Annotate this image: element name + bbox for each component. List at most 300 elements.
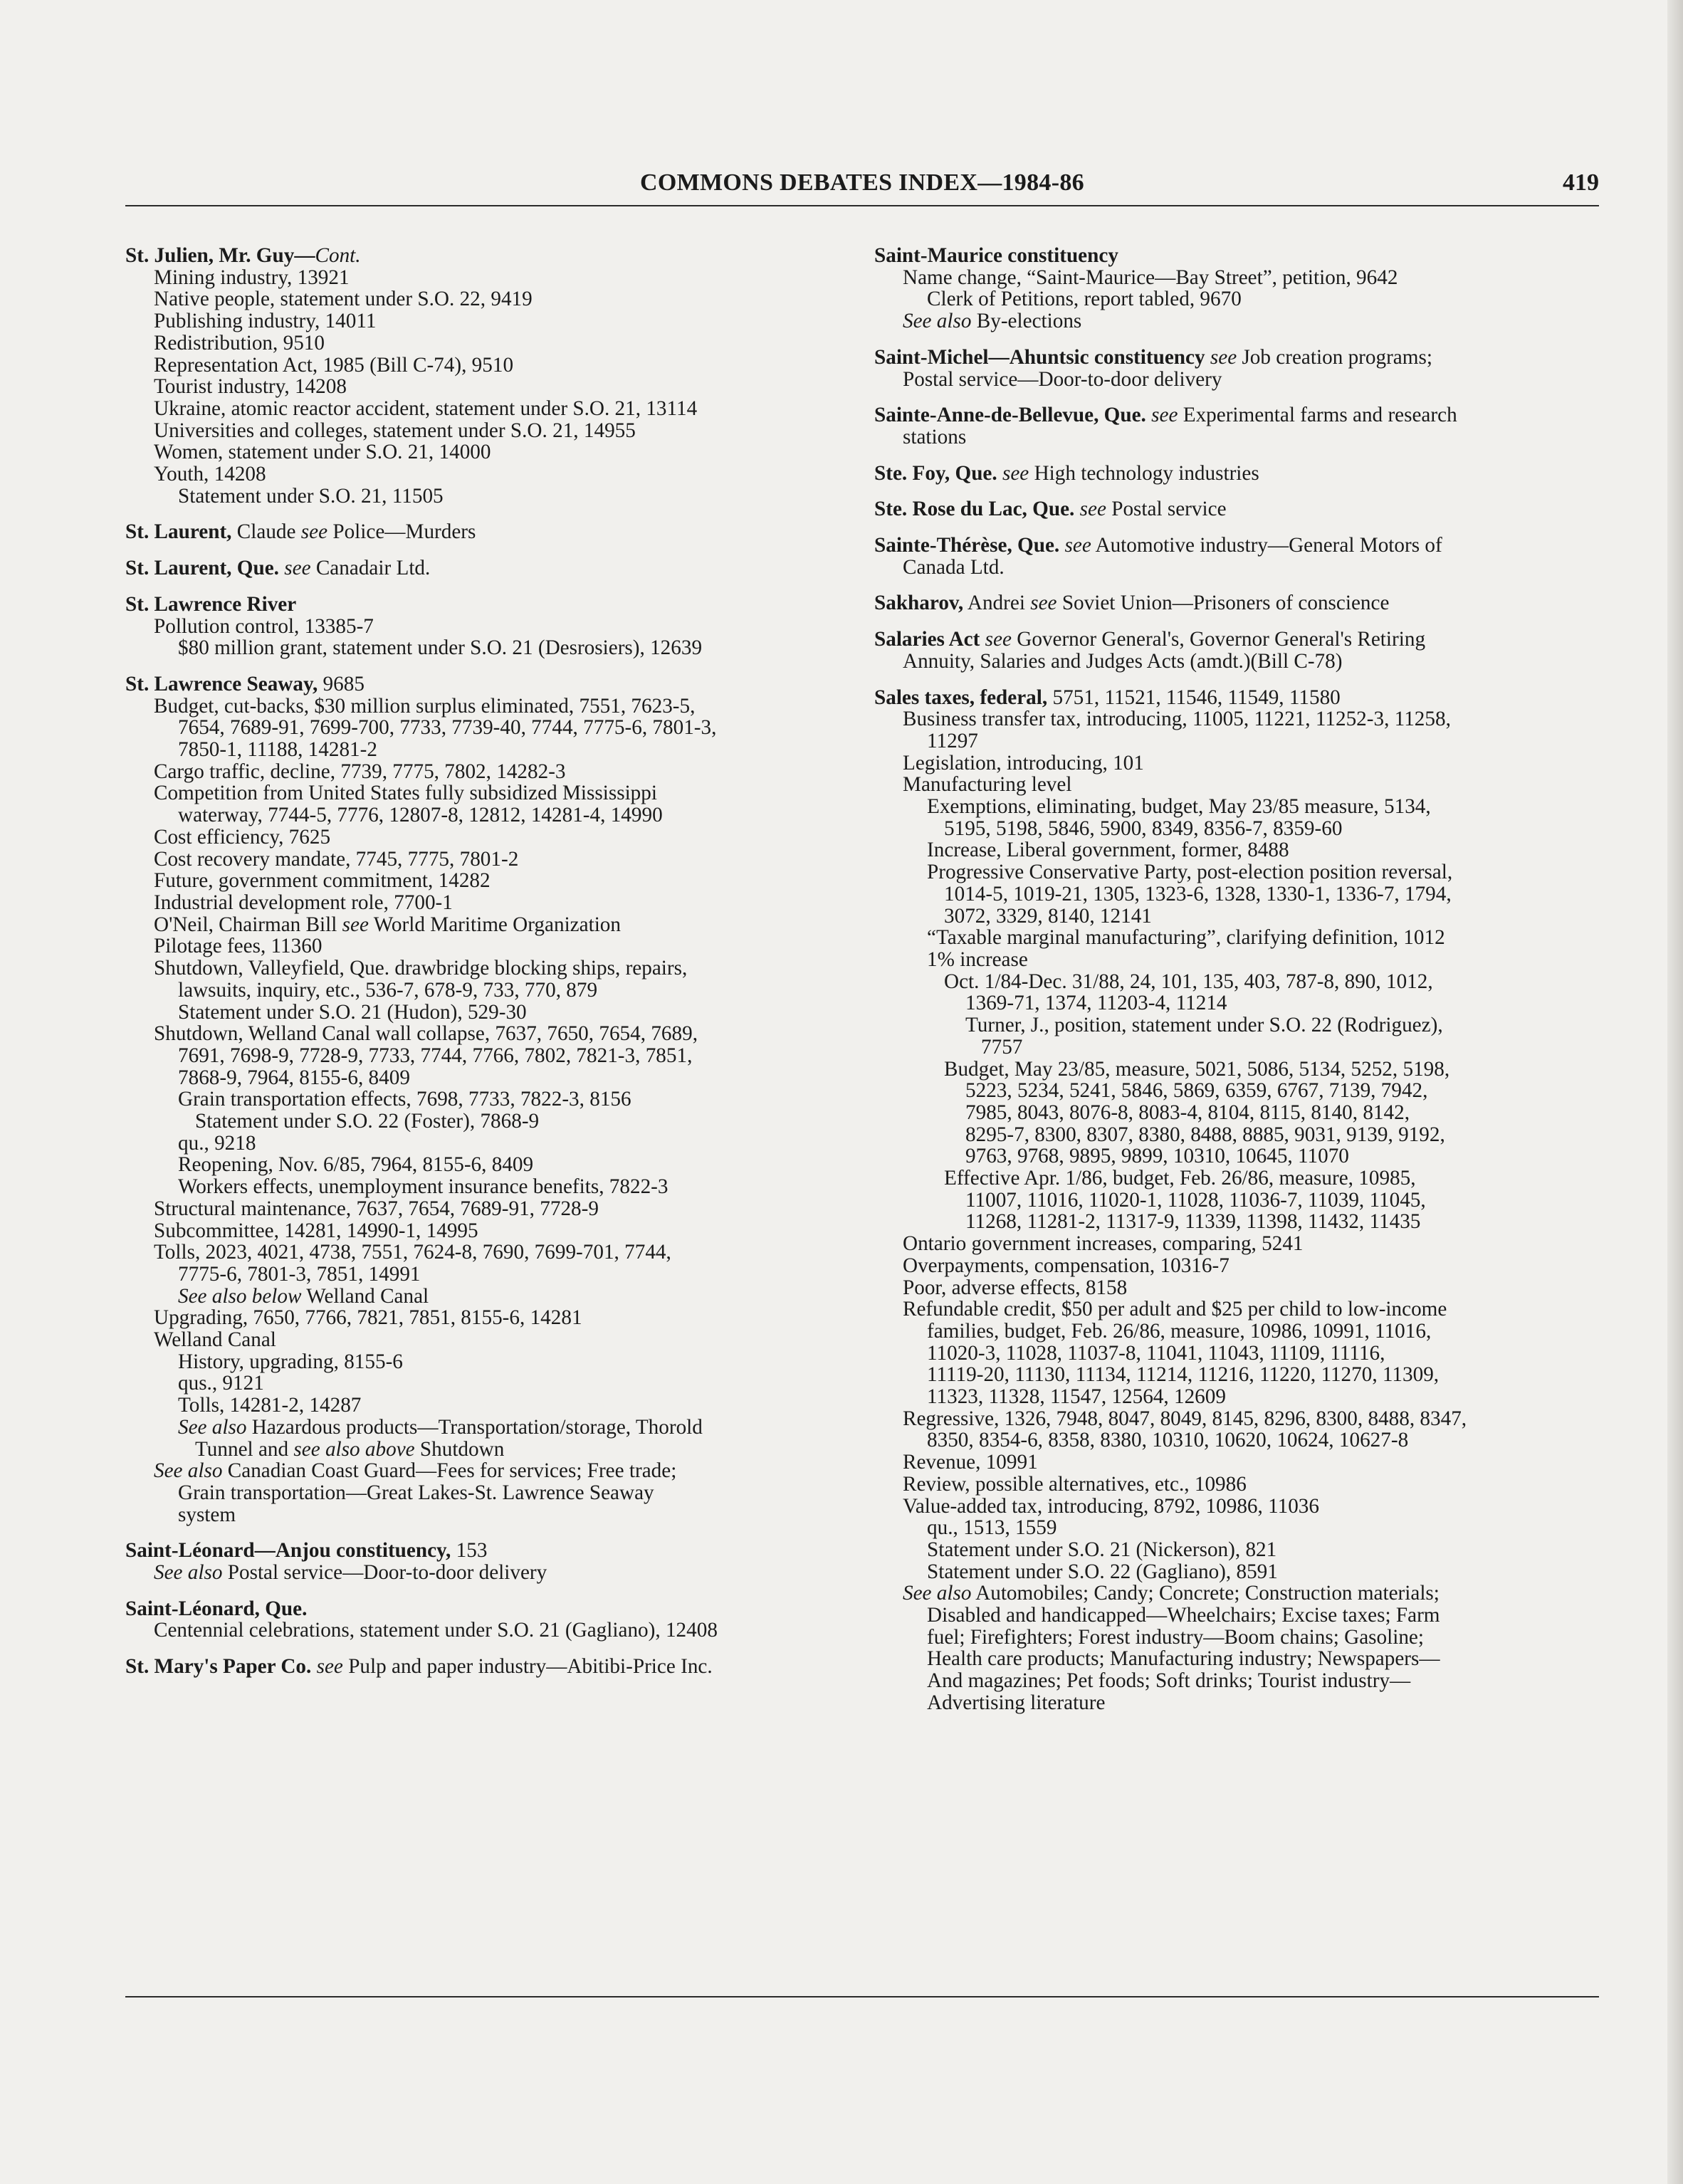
index-text: Clerk of Petitions, report tabled, 9670 bbox=[927, 288, 1242, 311]
index-text: Budget, cut-backs, $30 million surplus eliminated, 7551, 7623-5, bbox=[154, 694, 696, 718]
index-text: Canadair Ltd. bbox=[310, 557, 431, 580]
index-text: Hazardous products—Transportation/storage, Thorold bbox=[246, 1415, 703, 1439]
index-text: Shutdown bbox=[414, 1437, 505, 1461]
index-subentry-line bbox=[125, 485, 851, 508]
index-text: qus., 9121 bbox=[178, 1372, 264, 1395]
index-text: Ukraine, atomic reactor accident, statement under S.O. 21, 13114 bbox=[154, 397, 698, 420]
index-heading-text: Sales taxes, federal, bbox=[874, 686, 1048, 709]
index-subentry-line bbox=[874, 818, 1599, 840]
index-text: And magazines; Pet foods; Soft drinks; Tourist industry— bbox=[927, 1669, 1411, 1693]
index-heading-line bbox=[874, 629, 1599, 651]
index-subentry-line bbox=[874, 796, 1599, 818]
index-subentry-line bbox=[874, 1582, 1599, 1605]
index-subentry-line bbox=[874, 1648, 1599, 1670]
index-text: Postal service—Door-to-door delivery bbox=[222, 1561, 547, 1585]
page-number: 419 bbox=[1563, 169, 1599, 196]
index-entry bbox=[874, 629, 1599, 672]
index-subentry-line bbox=[874, 1496, 1599, 1518]
index-text: Universities and colleges, statement under S.O. 21, 14955 bbox=[154, 419, 636, 442]
index-text: 1014-5, 1019-21, 1305, 1323-6, 1328, 1330-1, 1336-7, 1794, bbox=[944, 882, 1452, 905]
index-entry bbox=[125, 1598, 851, 1642]
index-text: Budget, May 23/85, measure, 5021, 5086, 5134, 5252, 5198, bbox=[944, 1057, 1450, 1081]
index-subentry-line bbox=[125, 739, 851, 761]
index-heading-text: St. Julien, Mr. Guy— bbox=[125, 244, 315, 267]
cross-reference-marker: see bbox=[316, 1655, 343, 1679]
index-text: Mining industry, 13921 bbox=[154, 266, 350, 289]
index-text: 3072, 3329, 8140, 12141 bbox=[944, 904, 1152, 928]
index-text: Progressive Conservative Party, post-election position reversal, bbox=[927, 861, 1453, 884]
page-title: COMMONS DEBATES INDEX—1984-86 bbox=[640, 169, 1084, 196]
index-subentry-line bbox=[125, 463, 851, 485]
index-subentry-line bbox=[874, 1517, 1599, 1539]
index-subentry-line bbox=[874, 1255, 1599, 1277]
index-heading-text: Salaries Act bbox=[874, 628, 980, 651]
index-heading-line bbox=[125, 1598, 851, 1620]
index-subentry-line bbox=[125, 398, 851, 420]
index-subentry-line bbox=[125, 914, 851, 936]
header-rule bbox=[125, 205, 1599, 206]
index-subentry-line bbox=[874, 426, 1599, 448]
index-subentry-line bbox=[125, 310, 851, 332]
cross-reference-marker: See also below bbox=[178, 1284, 302, 1308]
index-text: Business transfer tax, introducing, 11005, 11221, 11252-3, 11258, bbox=[903, 708, 1451, 731]
index-text: World Maritime Organization bbox=[368, 913, 621, 936]
index-subentry-line bbox=[125, 616, 851, 638]
index-heading-text: Saint-Léonard—Anjou constituency, bbox=[125, 1539, 451, 1563]
index-entry bbox=[125, 245, 851, 507]
index-text: Tolls, 2023, 4021, 4738, 7551, 7624-8, 7690, 7699-701, 7744, bbox=[154, 1241, 671, 1264]
index-subentry-line bbox=[125, 761, 851, 783]
index-subentry-line bbox=[874, 1321, 1599, 1343]
index-subentry-line bbox=[874, 708, 1599, 730]
index-text: Oct. 1/84-Dec. 31/88, 24, 101, 135, 403, 787-8, 890, 1012, bbox=[944, 970, 1433, 993]
cross-reference-marker: Cont. bbox=[315, 244, 361, 267]
index-text: Job creation programs; bbox=[1237, 345, 1432, 369]
index-text: Statement under S.O. 21 (Nickerson), 821 bbox=[927, 1538, 1277, 1561]
index-text bbox=[311, 1655, 316, 1678]
index-subentry-line bbox=[125, 1133, 851, 1155]
index-subentry-line bbox=[125, 826, 851, 849]
index-text: 7985, 8043, 8076-8, 8083-4, 8104, 8115, 8140, 8142, bbox=[965, 1101, 1410, 1124]
index-subentry-line bbox=[125, 267, 851, 289]
index-text: Welland Canal bbox=[301, 1284, 429, 1308]
index-text: Exemptions, eliminating, budget, May 23/85 measure, 5134, bbox=[927, 795, 1431, 819]
index-text: Tolls, 14281-2, 14287 bbox=[178, 1394, 362, 1417]
index-text: Tunnel and bbox=[195, 1437, 294, 1461]
index-subentry-line bbox=[874, 1124, 1599, 1146]
index-text: 8350, 8354-6, 8358, 8380, 10310, 10620, 10624, 10627-8 bbox=[927, 1429, 1409, 1452]
index-text: Youth, 14208 bbox=[154, 463, 266, 486]
index-subentry-line bbox=[874, 752, 1599, 775]
index-subentry-line bbox=[125, 1329, 851, 1351]
index-heading-text: Saint-Léonard, Que. bbox=[125, 1597, 308, 1620]
index-text: Manufacturing level bbox=[903, 773, 1072, 797]
index-text: Shutdown, Welland Canal wall collapse, 7637, 7650, 7654, 7689, bbox=[154, 1022, 698, 1046]
index-text: Pulp and paper industry—Abitibi-Price Inc. bbox=[342, 1655, 713, 1679]
index-text: 7868-9, 7964, 8155-6, 8409 bbox=[178, 1066, 410, 1089]
index-text: families, budget, Feb. 26/86, measure, 10986, 10991, 11016, bbox=[927, 1319, 1432, 1343]
index-text: Claude bbox=[231, 520, 301, 544]
index-subentry-line bbox=[874, 927, 1599, 949]
index-subentry-line bbox=[874, 1539, 1599, 1561]
index-subentry-line bbox=[125, 1154, 851, 1176]
index-subentry-line bbox=[874, 1670, 1599, 1692]
index-text: Experimental farms and research bbox=[1178, 404, 1457, 427]
index-text: Reopening, Nov. 6/85, 7964, 8155-6, 8409 bbox=[178, 1153, 534, 1177]
index-text: O'Neil, Chairman Bill bbox=[154, 913, 342, 936]
index-subentry-line bbox=[874, 369, 1599, 391]
index-entry bbox=[125, 521, 851, 543]
index-entry bbox=[874, 347, 1599, 390]
index-text: 7850-1, 11188, 14281-2 bbox=[178, 738, 377, 762]
index-subentry-line bbox=[125, 1176, 851, 1198]
index-text: Future, government commitment, 14282 bbox=[154, 869, 491, 893]
cross-reference-marker: see bbox=[1030, 592, 1057, 615]
index-subentry-line bbox=[874, 1692, 1599, 1714]
index-subentry-line bbox=[125, 376, 851, 398]
index-text: Regressive, 1326, 7948, 8047, 8049, 8145, 8296, 8300, 8488, 8347, bbox=[903, 1407, 1467, 1430]
index-heading-text: St. Lawrence River bbox=[125, 592, 297, 616]
index-entry bbox=[125, 594, 851, 659]
index-text: “Taxable marginal manufacturing”, clarifying definition, 1012 bbox=[927, 926, 1445, 950]
index-subentry-line bbox=[125, 1286, 851, 1308]
index-text: Competition from United States fully subsidized Mississippi bbox=[154, 782, 657, 805]
index-heading-line bbox=[125, 245, 851, 267]
index-text bbox=[997, 462, 1002, 485]
index-heading-line bbox=[874, 347, 1599, 369]
index-heading-line bbox=[125, 1656, 851, 1678]
index-heading-line bbox=[874, 687, 1599, 709]
index-text: Refundable credit, $50 per adult and $25 per child to low-income bbox=[903, 1298, 1447, 1321]
index-subentry-line bbox=[874, 1233, 1599, 1255]
index-text: system bbox=[178, 1503, 236, 1526]
index-text: Upgrading, 7650, 7766, 7821, 7851, 8155-6, 14281 bbox=[154, 1306, 582, 1330]
cross-reference-marker: see bbox=[1064, 534, 1091, 557]
index-text: fuel; Firefighters; Forest industry—Boom chains; Gasoline; bbox=[927, 1625, 1424, 1649]
index-text: Statement under S.O. 22 (Foster), 7868-9 bbox=[195, 1110, 540, 1133]
index-text: Police—Murders bbox=[327, 520, 476, 544]
index-text: By-elections bbox=[971, 310, 1082, 333]
index-text: 11119-20, 11130, 11134, 11214, 11216, 11220, 11270, 11309, bbox=[927, 1363, 1440, 1387]
index-subentry-line bbox=[874, 1167, 1599, 1190]
index-subentry-line bbox=[874, 1605, 1599, 1627]
index-subentry-line bbox=[125, 441, 851, 463]
index-subentry-line bbox=[874, 1474, 1599, 1496]
index-text: Legislation, introducing, 101 bbox=[903, 751, 1144, 775]
cross-reference-marker: See also bbox=[154, 1561, 223, 1585]
index-entry bbox=[874, 245, 1599, 332]
index-entry bbox=[874, 498, 1599, 520]
index-subentry-line bbox=[874, 774, 1599, 796]
index-subentry-line bbox=[125, 717, 851, 739]
index-subentry-line bbox=[125, 355, 851, 377]
index-subentry-line bbox=[125, 637, 851, 659]
index-subentry-line bbox=[874, 1343, 1599, 1365]
index-text: 7775-6, 7801-3, 7851, 14991 bbox=[178, 1262, 421, 1286]
cross-reference-marker: see bbox=[1002, 461, 1029, 485]
index-subentry-line bbox=[125, 1504, 851, 1526]
index-text: 8295-7, 8300, 8307, 8380, 8488, 8885, 9031, 9139, 9192, bbox=[965, 1123, 1445, 1146]
cross-reference-marker: see bbox=[342, 913, 369, 936]
index-subentry-line bbox=[125, 870, 851, 892]
index-text: Structural maintenance, 7637, 7654, 7689-91, 7728-9 bbox=[154, 1197, 599, 1220]
index-text: Publishing industry, 14011 bbox=[154, 310, 377, 333]
index-text: 7757 bbox=[981, 1035, 1023, 1059]
index-subentry-line bbox=[125, 1562, 851, 1584]
index-heading-text: Saint-Michel—Ahuntsic constituency bbox=[874, 345, 1205, 369]
index-text: Review, possible alternatives, etc., 10986 bbox=[903, 1472, 1247, 1496]
index-subentry-line bbox=[125, 1198, 851, 1220]
index-text: 11268, 11281-2, 11317-9, 11339, 11398, 11432, 11435 bbox=[965, 1210, 1421, 1234]
index-subentry-line bbox=[874, 1408, 1599, 1430]
index-subentry-line bbox=[874, 1190, 1599, 1212]
index-heading-line bbox=[125, 673, 851, 695]
index-subentry-line bbox=[125, 288, 851, 310]
index-text: 9685 bbox=[318, 672, 365, 695]
index-text: Native people, statement under S.O. 22, 9419 bbox=[154, 288, 533, 311]
index-text: Statement under S.O. 22 (Gagliano), 8591 bbox=[927, 1560, 1278, 1583]
cross-reference-marker: See also bbox=[178, 1415, 247, 1439]
index-column-left bbox=[125, 245, 851, 1692]
index-subentry-line bbox=[874, 1080, 1599, 1102]
index-heading-line bbox=[125, 557, 851, 579]
index-subentry-line bbox=[874, 310, 1599, 332]
index-text: 11020-3, 11028, 11037-8, 11041, 11043, 11109, 11116, bbox=[927, 1341, 1385, 1365]
index-heading-text: St. Laurent, bbox=[125, 520, 232, 544]
index-heading-text: Ste. Foy, Que. bbox=[874, 461, 997, 485]
cross-reference-marker: see bbox=[1151, 404, 1178, 427]
index-text: Automobiles; Candy; Concrete; Construction materials; bbox=[971, 1582, 1440, 1605]
cross-reference-marker: See also bbox=[903, 310, 972, 333]
index-subentry-line bbox=[874, 1298, 1599, 1321]
index-text: 9763, 9768, 9895, 9899, 10310, 10645, 11070 bbox=[965, 1145, 1349, 1168]
index-text: Annuity, Salaries and Judges Acts (amdt.)(Bill C-78) bbox=[903, 649, 1343, 673]
index-text: 1% increase bbox=[927, 947, 1028, 971]
index-subentry-line bbox=[125, 1067, 851, 1089]
index-subentry-line bbox=[125, 1023, 851, 1045]
index-text: Postal service—Door-to-door delivery bbox=[903, 367, 1222, 391]
index-subentry-line bbox=[125, 1417, 851, 1439]
index-subentry-line bbox=[125, 1460, 851, 1482]
index-subentry-line bbox=[125, 980, 851, 1002]
index-subentry-line bbox=[874, 992, 1599, 1014]
index-subentry-line bbox=[125, 782, 851, 804]
index-heading-line bbox=[874, 592, 1599, 614]
index-text: qu., 1513, 1559 bbox=[927, 1516, 1057, 1540]
index-text: lawsuits, inquiry, etc., 536-7, 678-9, 733, 770, 879 bbox=[178, 978, 598, 1002]
index-text: stations bbox=[903, 425, 967, 448]
cross-reference-marker: see bbox=[1079, 498, 1106, 521]
cross-reference-marker: see bbox=[284, 557, 311, 580]
index-text: Canadian Coast Guard—Fees for services; Free trade; bbox=[222, 1459, 677, 1483]
index-heading-text: Saint-Maurice constituency bbox=[874, 244, 1118, 267]
index-subentry-line bbox=[125, 1002, 851, 1024]
index-text: High technology industries bbox=[1029, 461, 1259, 485]
index-text: Subcommittee, 14281, 14990-1, 14995 bbox=[154, 1219, 478, 1242]
index-text: 5751, 11521, 11546, 11549, 11580 bbox=[1047, 686, 1341, 709]
index-subentry-line bbox=[125, 1482, 851, 1504]
index-subentry-line bbox=[125, 1111, 851, 1133]
index-subentry-line bbox=[125, 849, 851, 871]
index-text: Statement under S.O. 21 (Hudon), 529-30 bbox=[178, 1000, 527, 1024]
index-text: Canada Ltd. bbox=[903, 555, 1005, 579]
index-subentry-line bbox=[874, 905, 1599, 928]
index-text: Value-added tax, introducing, 8792, 10986, 11036 bbox=[903, 1494, 1319, 1518]
index-text: Representation Act, 1985 (Bill C-74), 9510 bbox=[154, 353, 514, 377]
index-text: Statement under S.O. 21, 11505 bbox=[178, 484, 444, 508]
index-subentry-line bbox=[125, 332, 851, 355]
index-entry bbox=[874, 687, 1599, 1714]
cross-reference-marker: see also above bbox=[293, 1437, 415, 1461]
index-text: 11007, 11016, 11020-1, 11028, 11036-7, 11039, 11045, bbox=[965, 1188, 1426, 1212]
cross-reference-marker: see bbox=[1210, 345, 1237, 369]
index-subentry-line bbox=[874, 1102, 1599, 1124]
index-subentry-line bbox=[125, 1241, 851, 1264]
index-text: 11297 bbox=[927, 729, 978, 752]
index-subentry-line bbox=[874, 1211, 1599, 1233]
index-text: 7654, 7689-91, 7699-700, 7733, 7739-40, 7744, 7775-6, 7801-3, bbox=[178, 716, 717, 740]
index-heading-text: Sakharov, bbox=[874, 592, 964, 615]
cross-reference-marker: see bbox=[985, 628, 1012, 651]
cross-reference-marker: see bbox=[300, 520, 328, 544]
index-entry bbox=[125, 557, 851, 579]
index-text: Ontario government increases, comparing, 5241 bbox=[903, 1232, 1304, 1256]
index-heading-line bbox=[874, 535, 1599, 557]
index-text bbox=[1205, 346, 1210, 369]
footer-rule bbox=[125, 1996, 1599, 1997]
index-subentry-line bbox=[874, 267, 1599, 289]
index-text: Grain transportation—Great Lakes-St. Lawrence Seaway bbox=[178, 1481, 654, 1504]
running-head bbox=[125, 169, 1599, 205]
index-subentry-line bbox=[125, 1351, 851, 1373]
index-heading-line bbox=[874, 245, 1599, 267]
index-subentry-line bbox=[125, 1439, 851, 1461]
index-text: Health care products; Manufacturing industry; Newspapers— bbox=[927, 1647, 1440, 1671]
index-text: Welland Canal bbox=[154, 1328, 276, 1352]
index-text: 5195, 5198, 5846, 5900, 8349, 8356-7, 8359-60 bbox=[944, 817, 1343, 840]
index-text: Turner, J., position, statement under S.O. 22 (Rodriguez), bbox=[965, 1014, 1443, 1037]
index-subentry-line bbox=[874, 1386, 1599, 1408]
index-subentry-line bbox=[125, 1220, 851, 1242]
index-text: Pilotage fees, 11360 bbox=[154, 935, 323, 958]
index-subentry-line bbox=[874, 288, 1599, 310]
index-text: 7691, 7698-9, 7728-9, 7733, 7744, 7766, 7802, 7821-3, 7851, bbox=[178, 1044, 693, 1067]
index-text: Tourist industry, 14208 bbox=[154, 375, 347, 399]
index-text bbox=[1074, 498, 1079, 520]
index-subentry-line bbox=[874, 1036, 1599, 1059]
index-heading-text: Ste. Rose du Lac, Que. bbox=[874, 498, 1075, 521]
index-subentry-line bbox=[874, 971, 1599, 993]
index-text: Name change, “Saint-Maurice—Bay Street”, petition, 9642 bbox=[903, 266, 1398, 289]
index-subentry-line bbox=[125, 1372, 851, 1395]
index-text: 5223, 5234, 5241, 5846, 5869, 6359, 6767, 7139, 7942, bbox=[965, 1079, 1428, 1103]
index-heading-line bbox=[874, 498, 1599, 520]
index-subentry-line bbox=[874, 839, 1599, 861]
index-heading-line bbox=[125, 1540, 851, 1562]
index-subentry-line bbox=[874, 1627, 1599, 1649]
index-subentry-line bbox=[125, 1307, 851, 1329]
index-subentry-line bbox=[874, 1145, 1599, 1167]
index-subentry-line bbox=[874, 949, 1599, 971]
page-edge-shadow bbox=[1667, 0, 1683, 2184]
index-column-right bbox=[874, 245, 1599, 1728]
index-heading-line bbox=[125, 521, 851, 543]
index-subentry-line bbox=[874, 1561, 1599, 1583]
index-subentry-line bbox=[125, 1619, 851, 1642]
index-subentry-line bbox=[874, 883, 1599, 905]
index-subentry-line bbox=[125, 695, 851, 718]
index-text: Grain transportation effects, 7698, 7733, 7822-3, 8156 bbox=[178, 1088, 631, 1111]
index-entry bbox=[125, 1540, 851, 1583]
index-entry bbox=[125, 673, 851, 1526]
index-subentry-line bbox=[125, 935, 851, 957]
index-text: Shutdown, Valleyfield, Que. drawbridge blocking ships, repairs, bbox=[154, 957, 688, 980]
index-heading-line bbox=[874, 404, 1599, 426]
index-text bbox=[1059, 534, 1064, 557]
index-text: Soviet Union—Prisoners of conscience bbox=[1057, 592, 1390, 615]
index-subentry-line bbox=[125, 420, 851, 442]
index-text: Effective Apr. 1/86, budget, Feb. 26/86, measure, 10985, bbox=[944, 1167, 1416, 1190]
index-text: Overpayments, compensation, 10316-7 bbox=[903, 1254, 1230, 1277]
index-text: waterway, 7744-5, 7776, 12807-8, 12812, 14281-4, 14990 bbox=[178, 804, 663, 827]
index-text: 1369-71, 1374, 11203-4, 11214 bbox=[965, 992, 1227, 1015]
index-heading-text: St. Lawrence Seaway, bbox=[125, 672, 318, 695]
index-text: Disabled and handicapped—Wheelchairs; Excise taxes; Farm bbox=[927, 1604, 1440, 1627]
index-subentry-line bbox=[874, 1429, 1599, 1451]
index-heading-text: St. Mary's Paper Co. bbox=[125, 1655, 312, 1679]
index-text: Revenue, 10991 bbox=[903, 1451, 1038, 1474]
index-text: Redistribution, 9510 bbox=[154, 331, 325, 355]
index-subentry-line bbox=[874, 730, 1599, 752]
index-subentry-line bbox=[874, 1014, 1599, 1036]
index-subentry-line bbox=[125, 1088, 851, 1111]
index-text: qu., 9218 bbox=[178, 1131, 256, 1155]
index-text: Cargo traffic, decline, 7739, 7775, 7802, 14282-3 bbox=[154, 760, 566, 783]
index-heading-line bbox=[125, 594, 851, 616]
index-subentry-line bbox=[125, 892, 851, 914]
index-heading-text: Sainte-Anne-de-Bellevue, Que. bbox=[874, 404, 1146, 427]
index-heading-line bbox=[874, 463, 1599, 485]
index-text: 11323, 11328, 11547, 12564, 12609 bbox=[927, 1385, 1226, 1409]
index-text: Poor, adverse effects, 8158 bbox=[903, 1276, 1128, 1299]
cross-reference-marker: See also bbox=[903, 1582, 972, 1605]
index-subentry-line bbox=[874, 557, 1599, 579]
index-entry bbox=[874, 463, 1599, 485]
index-subentry-line bbox=[125, 957, 851, 980]
index-text: Advertising literature bbox=[927, 1691, 1106, 1714]
index-entry bbox=[874, 535, 1599, 578]
index-text: Automotive industry—General Motors of bbox=[1091, 534, 1442, 557]
index-text: Governor General's, Governor General's Retiring bbox=[1011, 628, 1426, 651]
index-text: $80 million grant, statement under S.O. 21 (Desrosiers), 12639 bbox=[178, 636, 703, 660]
index-text: Postal service bbox=[1106, 498, 1227, 521]
index-text: History, upgrading, 8155-6 bbox=[178, 1350, 403, 1373]
index-subentry-line bbox=[874, 1364, 1599, 1386]
index-text bbox=[980, 628, 985, 651]
index-subentry-line bbox=[874, 1059, 1599, 1081]
index-subentry-line bbox=[125, 804, 851, 826]
cross-reference-marker: See also bbox=[154, 1459, 223, 1483]
index-text: 153 bbox=[451, 1539, 488, 1563]
index-subentry-line bbox=[125, 1045, 851, 1067]
index-subentry-line bbox=[874, 651, 1599, 673]
index-subentry-line bbox=[874, 1451, 1599, 1474]
index-subentry-line bbox=[874, 1277, 1599, 1299]
index-entry bbox=[125, 1656, 851, 1678]
index-text: Cost efficiency, 7625 bbox=[154, 825, 331, 849]
index-text: Cost recovery mandate, 7745, 7775, 7801-2 bbox=[154, 847, 519, 871]
index-entry bbox=[874, 404, 1599, 448]
